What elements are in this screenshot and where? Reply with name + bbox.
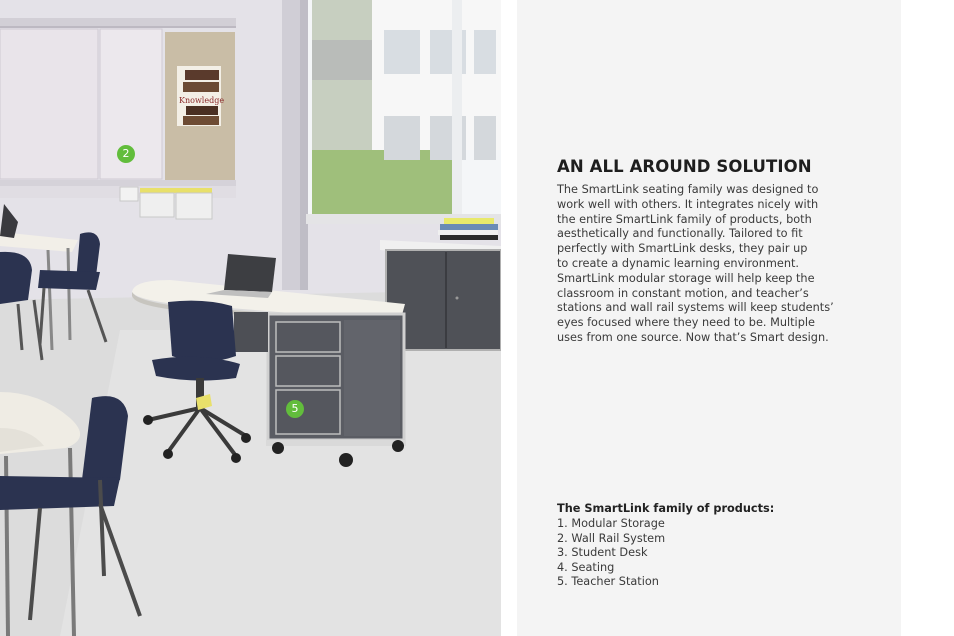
callout-badge-2: 2 [117,145,135,163]
body-line: aesthetically and functionally. Tailored to fit [557,227,803,241]
callout-badge-5: 5 [286,400,304,418]
body-line: stations and wall rail systems will keep students’ [557,301,834,315]
body-line: to create a dynamic learning environment. [557,256,799,270]
body-line: eyes focused where they need to be. Multiple [557,316,815,330]
body-line: The SmartLink seating family was designed to [557,183,819,196]
body-line: SmartLink modular storage will help keep the [557,271,815,285]
text-panel [517,0,901,636]
list-item: 4. Seating [557,560,615,574]
body-line: uses from one source. Now that’s Smart design. [557,330,829,344]
body-line: the entire SmartLink family of products, both [557,212,812,226]
list-item: 5. Teacher Station [557,575,659,589]
body-line: perfectly with SmartLink desks, they pair up [557,242,808,256]
body-line: classroom in constant motion, and teacher’s [557,286,809,300]
list-item: 1. Modular Storage [557,517,665,530]
section-heading: AN ALL AROUND SOLUTION [557,157,812,176]
body-line: work well with others. It integrates nicely with [557,197,819,211]
family-list [557,517,665,590]
list-item: 2. Wall Rail System [557,531,666,545]
list-item: 3. Student Desk [557,546,648,560]
body-paragraph [557,183,852,346]
family-list-title: The SmartLink family of products: [557,502,775,515]
poster-title: Knowledge [179,96,225,105]
